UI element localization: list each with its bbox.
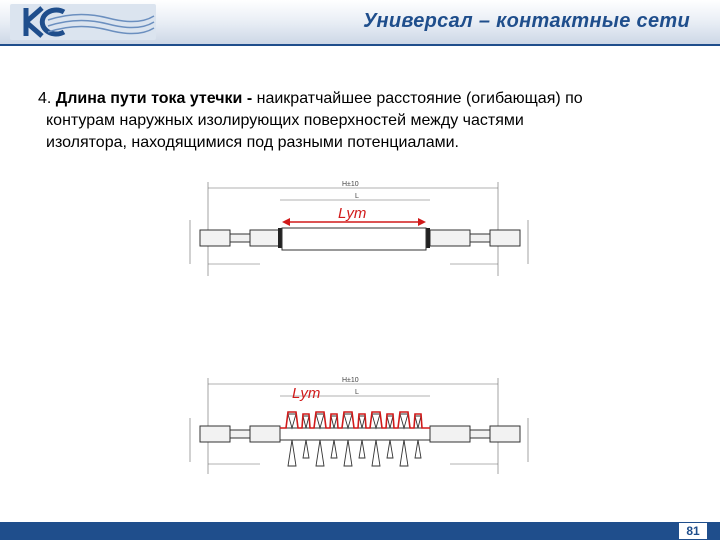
insulator-drawing-ribbed (180, 374, 540, 484)
item-number: 4. (38, 90, 52, 107)
svg-text:H±10: H±10 (342, 181, 359, 188)
page-number: 81 (678, 522, 708, 540)
svg-text:H±10: H±10 (342, 377, 359, 384)
header-divider (0, 44, 720, 46)
definition-paragraph (38, 88, 678, 154)
leakage-path-label: Lут (338, 205, 367, 222)
definition-line-3: изолятора, находящимися под разными потенциалами. (46, 134, 459, 151)
company-logo (8, 2, 158, 42)
definition-line-1: наикратчайшее расстояние (огибающая) по (256, 90, 583, 107)
footer-band (0, 522, 720, 540)
insulator-drawing-smooth (180, 176, 540, 286)
header-title: Универсал – контактные сети (363, 10, 690, 32)
definition-line-2: контурам наружных изолирующих поверхностей между частями (46, 112, 524, 129)
term: Длина пути тока утечки - (55, 90, 253, 107)
svg-text:L: L (355, 193, 359, 200)
leakage-path-label-ribbed: Lут (292, 385, 321, 402)
svg-text:L: L (355, 389, 359, 396)
